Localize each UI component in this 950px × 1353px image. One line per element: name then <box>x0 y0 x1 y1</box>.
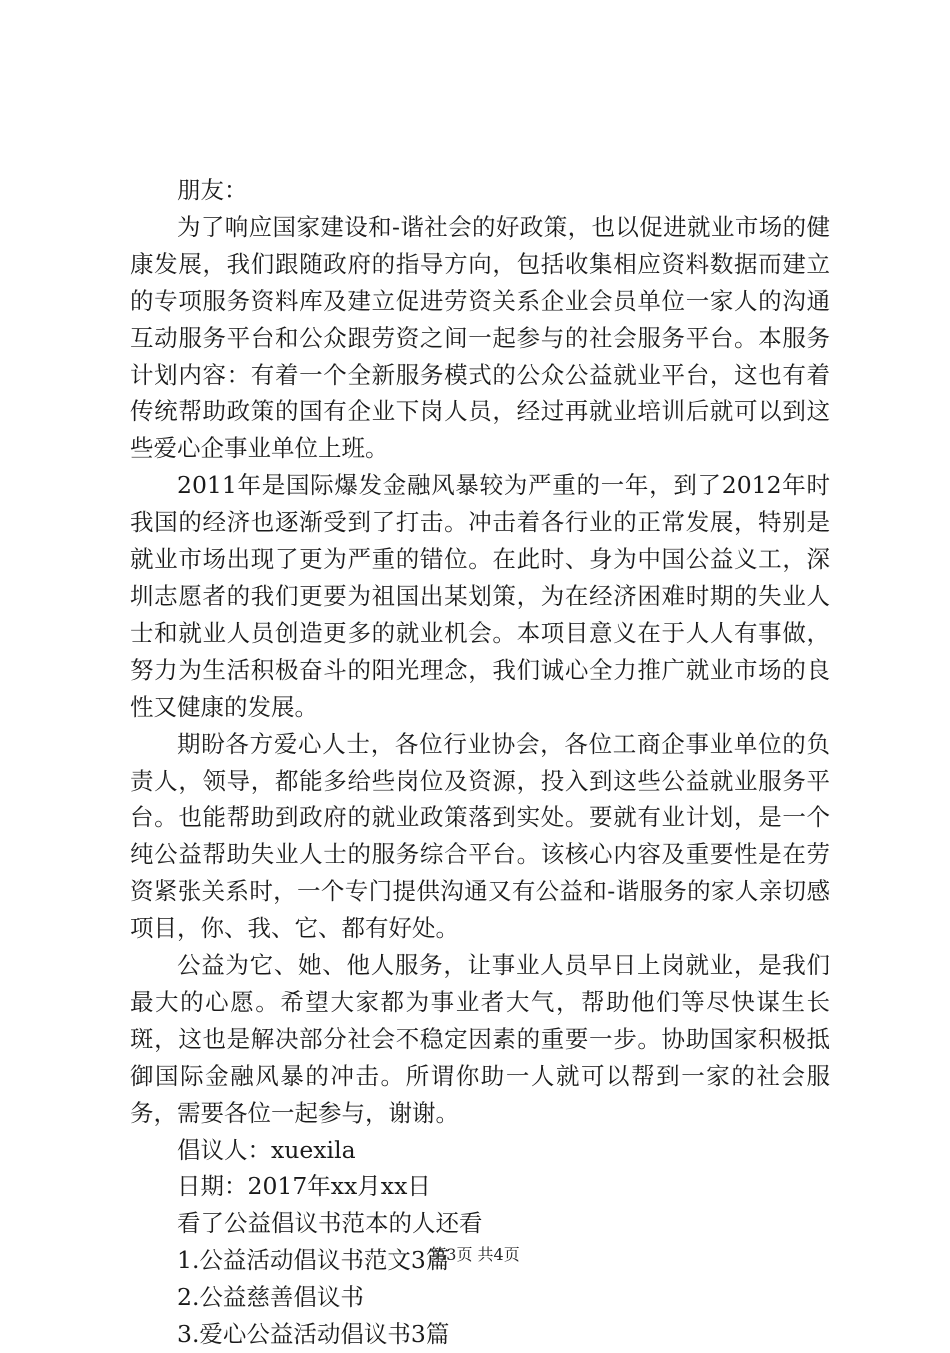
signer: 倡议人：xuexila <box>177 1135 356 1164</box>
paragraph-3: 期盼各方爱心人士，各位行业协会，各位工商企事业单位的负责人，领导，都能多给些岗位及资源，投入到这些公益就业服务平台。也能帮助到政府的就业政策落到实处。要就有业计划，是一个纯公益帮助失业人士的服务综合平台。该核心内容及重要性是在劳资紧张关系时，一个专门提供沟通又有公益和-谐服务的家人亲切感项目，你、我、它、都有好处。 <box>130 729 830 943</box>
page-number-label: 第3页 共4页 <box>430 1245 520 1264</box>
paragraph-1: 为了响应国家建设和-谐社会的好政策，也以促进就业市场的健康发展，我们跟随政府的指导方向，包括收集相应资料数据而建立的专项服务资料库及建立促进劳资关系企业会员单位一家人的沟通互动服务平台和公众跟劳资之间一起参与的社会服务平台。本服务计划内容：有着一个全新服务模式的公众公益就业平台，这也有着传统帮助政策的国有企业下岗人员，经过再就业培训后就可以到这些爱心企事业单位上班。 <box>130 212 830 463</box>
paragraph-4: 公益为它、她、他人服务，让事业人员早日上岗就业，是我们最大的心愿。希望大家都为事业者大气，帮助他们等尽快谋生长斑，这也是解决部分社会不稳定因素的重要一步。协助国家积极抵御国际金融风暴的冲击。所谓你助一人就可以帮到一家的社会服务，需要各位一起参与，谢谢。 <box>130 951 830 1127</box>
salutation: 朋友： <box>177 176 248 204</box>
document-body <box>130 172 830 1353</box>
related-item-1[interactable]: 1.公益活动倡议书范文3篇 <box>177 1246 450 1275</box>
paragraph-2: 2011年是国际爆发金融风暴较为严重的一年，到了2012年时我国的经济也逐渐受到了打击。冲击着各行业的正常发展，特别是就业市场出现了更为严重的错位。在此时、身为中国公益义工，深圳志愿者的我们更要为祖国出某划策，为在经济困难时期的失业人士和就业人员创造更多的就业机会。本项目意义在于人人有事做，努力为生活积极奋斗的阳光理念，我们诚心全力推广就业市场的良性又健康的发展。 <box>130 471 830 721</box>
related-item-3[interactable]: 3.爱心公益活动倡议书3篇 <box>177 1320 450 1349</box>
related-item-2[interactable]: 2.公益慈善倡议书 <box>177 1283 364 1312</box>
date: 日期：2017年xx月xx日 <box>177 1172 431 1201</box>
page-footer <box>0 1244 950 1266</box>
related-heading: 看了公益倡议书范本的人还看 <box>177 1209 483 1238</box>
